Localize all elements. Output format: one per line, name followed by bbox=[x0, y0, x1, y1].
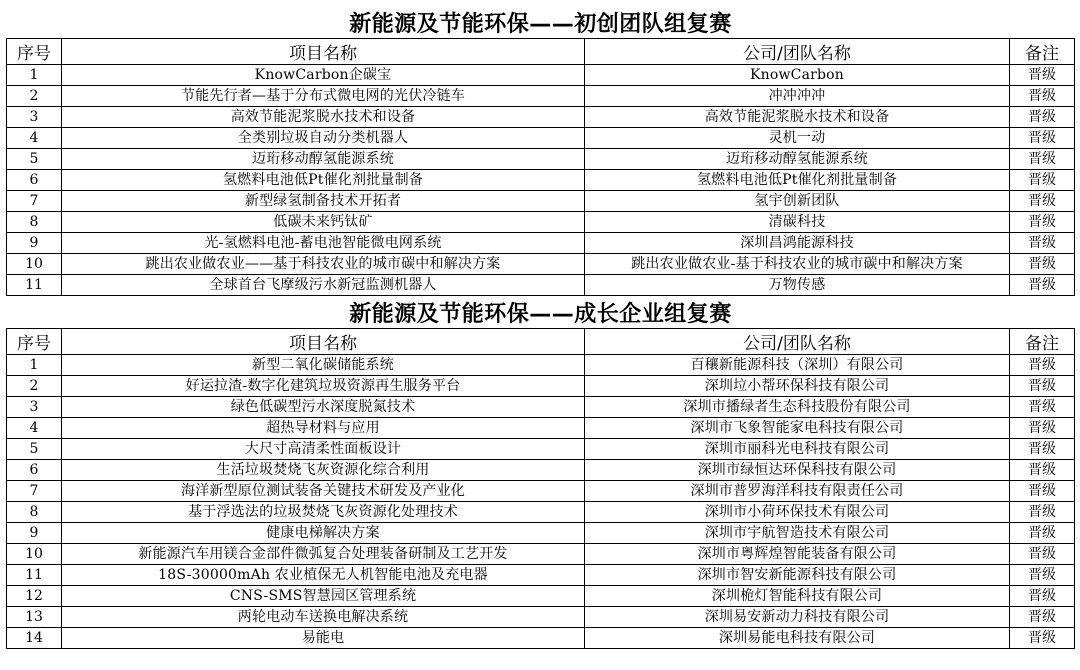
cell-project[interactable]: 新型绿氢制备技术开拓者 bbox=[62, 191, 585, 212]
cell-note[interactable]: 晋级 bbox=[1010, 502, 1075, 523]
cell-company[interactable]: 万物传感 bbox=[585, 275, 1010, 296]
cell-project[interactable]: 低碳未来钙钛矿 bbox=[62, 212, 585, 233]
cell-no[interactable]: 10 bbox=[7, 544, 62, 565]
cell-note[interactable]: 晋级 bbox=[1010, 65, 1075, 86]
table-row bbox=[7, 128, 1075, 149]
cell-company[interactable]: KnowCarbon bbox=[585, 65, 1010, 86]
cell-no[interactable]: 4 bbox=[7, 128, 62, 149]
cell-project[interactable]: 基于浮选法的垃圾焚烧飞灰资源化处理技术 bbox=[62, 502, 585, 523]
table-row bbox=[7, 149, 1075, 170]
cell-company[interactable]: 百穰新能源科技（深圳）有限公司 bbox=[585, 355, 1010, 376]
table-row bbox=[7, 65, 1075, 86]
cell-company[interactable]: 深圳市播绿者生态科技股份有限公司 bbox=[585, 397, 1010, 418]
cell-company[interactable]: 跳出农业做农业-基于科技农业的城市碳中和解决方案 bbox=[585, 254, 1010, 275]
cell-no[interactable]: 6 bbox=[7, 170, 62, 191]
cell-project[interactable]: 光-氢燃料电池-蓄电池智能微电网系统 bbox=[62, 233, 585, 254]
cell-note[interactable]: 晋级 bbox=[1010, 523, 1075, 544]
cell-company[interactable]: 深圳市宇航智造技术有限公司 bbox=[585, 523, 1010, 544]
cell-company[interactable]: 高效节能泥浆脱水技术和设备 bbox=[585, 107, 1010, 128]
cell-note[interactable]: 晋级 bbox=[1010, 233, 1075, 254]
table-row bbox=[7, 107, 1075, 128]
section-title-row bbox=[7, 296, 1075, 329]
cell-no[interactable]: 5 bbox=[7, 439, 62, 460]
cell-company[interactable]: 深圳昌鸿能源科技 bbox=[585, 233, 1010, 254]
cell-note[interactable]: 晋级 bbox=[1010, 586, 1075, 607]
table-row bbox=[7, 481, 1075, 502]
cell-note[interactable]: 晋级 bbox=[1010, 107, 1075, 128]
table-row bbox=[7, 170, 1075, 191]
cell-project[interactable]: 大尺寸高清柔性面板设计 bbox=[62, 439, 585, 460]
cell-company[interactable]: 深圳市绿恒达环保科技有限公司 bbox=[585, 460, 1010, 481]
cell-note[interactable]: 晋级 bbox=[1010, 212, 1075, 233]
cell-project[interactable]: 海洋新型原位测试装备关键技术研发及产业化 bbox=[62, 481, 585, 502]
table-row bbox=[7, 544, 1075, 565]
cell-company[interactable]: 深圳市智安新能源科技有限公司 bbox=[585, 565, 1010, 586]
cell-no[interactable]: 9 bbox=[7, 523, 62, 544]
cell-company[interactable]: 深圳市飞象智能家电科技有限公司 bbox=[585, 418, 1010, 439]
cell-project[interactable]: 易能电 bbox=[62, 628, 585, 649]
header-project[interactable]: 项目名称 bbox=[62, 329, 585, 355]
header-company[interactable]: 公司/团队名称 bbox=[585, 329, 1010, 355]
cell-no[interactable]: 5 bbox=[7, 149, 62, 170]
cell-no[interactable]: 7 bbox=[7, 481, 62, 502]
cell-project[interactable]: 健康电梯解决方案 bbox=[62, 523, 585, 544]
cell-note[interactable]: 晋级 bbox=[1010, 170, 1075, 191]
cell-project[interactable]: CNS-SMS智慧园区管理系统 bbox=[62, 586, 585, 607]
table-row bbox=[7, 523, 1075, 544]
table-row bbox=[7, 565, 1075, 586]
cell-company[interactable]: 深圳桅灯智能科技有限公司 bbox=[585, 586, 1010, 607]
cell-note[interactable]: 晋级 bbox=[1010, 191, 1075, 212]
section-title-row bbox=[7, 6, 1075, 39]
table-row bbox=[7, 275, 1075, 296]
cell-project[interactable]: 跳出农业做农业——基于科技农业的城市碳中和解决方案 bbox=[62, 254, 585, 275]
cell-company[interactable]: 清碳科技 bbox=[585, 212, 1010, 233]
cell-company[interactable]: 深圳易安新动力科技有限公司 bbox=[585, 607, 1010, 628]
cell-note[interactable]: 晋级 bbox=[1010, 397, 1075, 418]
cell-no[interactable]: 6 bbox=[7, 460, 62, 481]
cell-no[interactable]: 11 bbox=[7, 565, 62, 586]
cell-no[interactable]: 3 bbox=[7, 107, 62, 128]
table-row bbox=[7, 439, 1075, 460]
header-project[interactable]: 项目名称 bbox=[62, 39, 585, 65]
cell-no[interactable]: 3 bbox=[7, 397, 62, 418]
cell-project[interactable]: 高效节能泥浆脱水技术和设备 bbox=[62, 107, 585, 128]
cell-project[interactable]: 氢燃料电池低Pt催化剂批量制备 bbox=[62, 170, 585, 191]
cell-company[interactable]: 深圳垃小帮环保科技有限公司 bbox=[585, 376, 1010, 397]
cell-project[interactable]: 全球首台飞摩级污水新冠监测机器人 bbox=[62, 275, 585, 296]
cell-project[interactable]: 全类别垃圾自动分类机器人 bbox=[62, 128, 585, 149]
cell-no[interactable]: 8 bbox=[7, 502, 62, 523]
cell-no[interactable]: 10 bbox=[7, 254, 62, 275]
header-note[interactable]: 备注 bbox=[1010, 39, 1075, 65]
table-row bbox=[7, 502, 1075, 523]
cell-no[interactable]: 2 bbox=[7, 376, 62, 397]
header-row bbox=[7, 329, 1075, 355]
cell-note[interactable]: 晋级 bbox=[1010, 376, 1075, 397]
cell-note[interactable]: 晋级 bbox=[1010, 254, 1075, 275]
table-row bbox=[7, 607, 1075, 628]
table-row bbox=[7, 628, 1075, 649]
cell-project[interactable]: 新型二氧化碳储能系统 bbox=[62, 355, 585, 376]
table-row bbox=[7, 460, 1075, 481]
cell-project[interactable]: 迈珩移动醇氢能源系统 bbox=[62, 149, 585, 170]
cell-company[interactable]: 深圳市粤辉煌智能装备有限公司 bbox=[585, 544, 1010, 565]
cell-note[interactable]: 晋级 bbox=[1010, 128, 1075, 149]
header-no[interactable]: 序号 bbox=[7, 329, 62, 355]
cell-company[interactable]: 氢宇创新团队 bbox=[585, 191, 1010, 212]
cell-note[interactable]: 晋级 bbox=[1010, 607, 1075, 628]
cell-no[interactable]: 1 bbox=[7, 65, 62, 86]
header-note[interactable]: 备注 bbox=[1010, 329, 1075, 355]
cell-note[interactable]: 晋级 bbox=[1010, 628, 1075, 649]
cell-no[interactable]: 14 bbox=[7, 628, 62, 649]
table-row bbox=[7, 191, 1075, 212]
cell-project[interactable]: 生活垃圾焚烧飞灰资源化综合利用 bbox=[62, 460, 585, 481]
cell-note[interactable]: 晋级 bbox=[1010, 355, 1075, 376]
cell-no[interactable]: 4 bbox=[7, 418, 62, 439]
table-row bbox=[7, 418, 1075, 439]
table-row bbox=[7, 355, 1075, 376]
cell-project[interactable]: 新能源汽车用镁合金部件微弧复合处理装备研制及工艺开发 bbox=[62, 544, 585, 565]
cell-no[interactable]: 13 bbox=[7, 607, 62, 628]
cell-project[interactable]: 绿色低碳型污水深度脱氮技术 bbox=[62, 397, 585, 418]
cell-company[interactable]: 冲冲冲冲 bbox=[585, 86, 1010, 107]
cell-no[interactable]: 12 bbox=[7, 586, 62, 607]
cell-company[interactable]: 深圳市丽科光电科技有限公司 bbox=[585, 439, 1010, 460]
cell-company[interactable]: 氢燃料电池低Pt催化剂批量制备 bbox=[585, 170, 1010, 191]
header-no[interactable]: 序号 bbox=[7, 39, 62, 65]
cell-note[interactable]: 晋级 bbox=[1010, 86, 1075, 107]
cell-note[interactable]: 晋级 bbox=[1010, 481, 1075, 502]
cell-company[interactable]: 深圳易能电科技有限公司 bbox=[585, 628, 1010, 649]
cell-project[interactable]: KnowCarbon企碳宝 bbox=[62, 65, 585, 86]
table-row bbox=[7, 233, 1075, 254]
table-row bbox=[7, 254, 1075, 275]
table-row bbox=[7, 586, 1075, 607]
cell-project[interactable]: 好运拉渣-数字化建筑垃圾资源再生服务平台 bbox=[62, 376, 585, 397]
cell-no[interactable]: 8 bbox=[7, 212, 62, 233]
cell-project[interactable]: 两轮电动车送换电解决系统 bbox=[62, 607, 585, 628]
table-row bbox=[7, 397, 1075, 418]
cell-project[interactable]: 节能先行者—基于分布式微电网的光伏冷链车 bbox=[62, 86, 585, 107]
cell-note[interactable]: 晋级 bbox=[1010, 544, 1075, 565]
cell-no[interactable]: 1 bbox=[7, 355, 62, 376]
cell-note[interactable]: 晋级 bbox=[1010, 565, 1075, 586]
cell-note[interactable]: 晋级 bbox=[1010, 418, 1075, 439]
cell-company[interactable]: 灵机一动 bbox=[585, 128, 1010, 149]
cell-no[interactable]: 9 bbox=[7, 233, 62, 254]
section-title[interactable]: 新能源及节能环保——初创团队组复赛 bbox=[349, 11, 732, 37]
cell-no[interactable]: 11 bbox=[7, 275, 62, 296]
table-row bbox=[7, 86, 1075, 107]
cell-company[interactable]: 迈珩移动醇氢能源系统 bbox=[585, 149, 1010, 170]
cell-note[interactable]: 晋级 bbox=[1010, 460, 1075, 481]
section-title[interactable]: 新能源及节能环保——成长企业组复赛 bbox=[7, 296, 1075, 329]
cell-company[interactable]: 深圳市普罗海洋科技有限责任公司 bbox=[585, 481, 1010, 502]
table-row bbox=[7, 376, 1075, 397]
cell-note[interactable]: 晋级 bbox=[1010, 439, 1075, 460]
cell-note[interactable]: 晋级 bbox=[1010, 275, 1075, 296]
header-company[interactable]: 公司/团队名称 bbox=[585, 39, 1010, 65]
cell-company[interactable]: 深圳市小荷环保技术有限公司 bbox=[585, 502, 1010, 523]
cell-project[interactable]: 超热导材料与应用 bbox=[62, 418, 585, 439]
cell-project[interactable]: 18S-30000mAh 农业植保无人机智能电池及充电器 bbox=[62, 565, 585, 586]
table-body bbox=[7, 6, 1075, 649]
cell-no[interactable]: 2 bbox=[7, 86, 62, 107]
results-table bbox=[6, 6, 1075, 649]
header-row bbox=[7, 39, 1075, 65]
cell-no[interactable]: 7 bbox=[7, 191, 62, 212]
cell-note[interactable]: 晋级 bbox=[1010, 149, 1075, 170]
table-row bbox=[7, 212, 1075, 233]
